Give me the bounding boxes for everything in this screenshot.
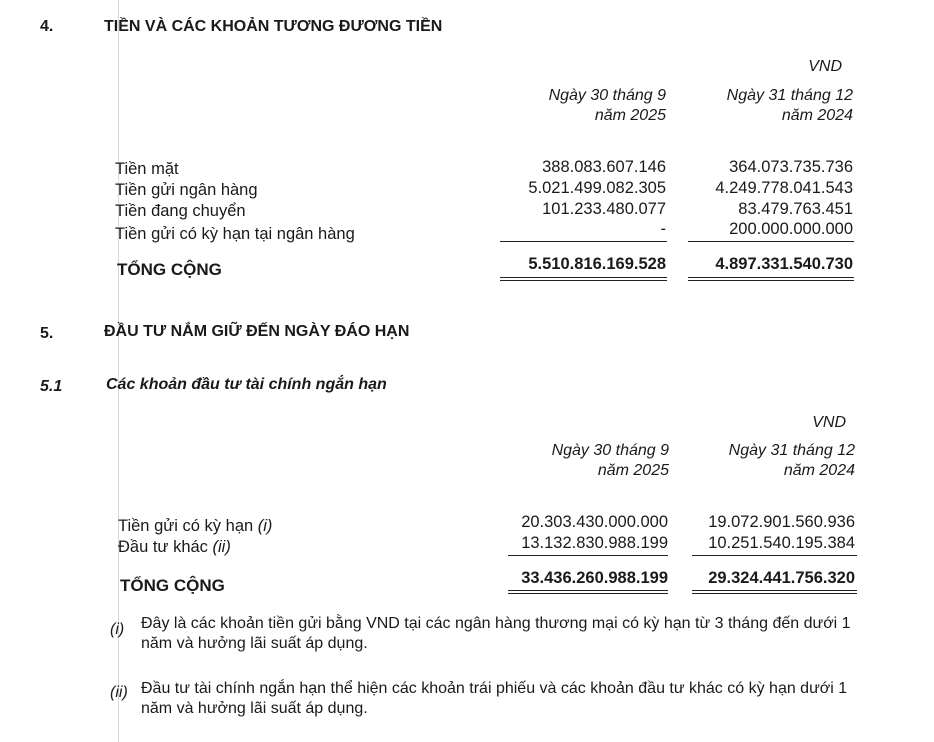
s51-row-note-ref: (i) xyxy=(257,517,273,535)
col2-header-line2: năm 2024 xyxy=(781,107,853,124)
s4-row-label: Tiền gửi có kỳ hạn tại ngân hàng xyxy=(115,225,355,243)
section-5-1-col1-header xyxy=(552,441,669,481)
s4-col2-subtotal-line xyxy=(688,241,854,242)
s51-row-note-ref: (ii) xyxy=(212,538,231,556)
s51-total-v1: 33.436.260.988.199 xyxy=(521,569,668,587)
s4-row-label: Tiền mặt xyxy=(115,160,179,178)
s51-row-v1: 20.303.430.000.000 xyxy=(521,513,668,531)
col2-header-line2: năm 2024 xyxy=(783,462,855,479)
section-4-col2-header xyxy=(727,86,853,126)
s4-total-v1: 5.510.816.169.528 xyxy=(528,255,666,273)
s4-row-v1: 388.083.607.146 xyxy=(542,158,666,176)
section-4-title: TIỀN VÀ CÁC KHOẢN TƯƠNG ĐƯƠNG TIỀN xyxy=(104,18,443,35)
s4-total-v2: 4.897.331.540.730 xyxy=(715,255,853,273)
s4-col1-total-double-line xyxy=(500,277,667,281)
col2-header-line1: Ngày 31 tháng 12 xyxy=(726,87,853,104)
section-4-unit: VND xyxy=(808,58,842,75)
s4-row-label: Tiền gửi ngân hàng xyxy=(115,181,258,199)
s51-row-v2: 10.251.540.195.384 xyxy=(708,534,855,552)
s51-row-label-text: Tiền gửi có kỳ hạn xyxy=(118,517,258,535)
col1-header-line2: năm 2025 xyxy=(597,462,669,479)
s51-row-v1: 13.132.830.988.199 xyxy=(521,534,668,552)
s4-total-label: TỔNG CỘNG xyxy=(117,260,222,279)
s51-row-label xyxy=(118,517,272,536)
s4-row-v2: 4.249.778.041.543 xyxy=(715,179,853,197)
section-5-title: ĐẦU TƯ NẮM GIỮ ĐẾN NGÀY ĐÁO HẠN xyxy=(104,323,410,340)
col1-header-line2: năm 2025 xyxy=(594,107,666,124)
note-ii-mark: (ii) xyxy=(110,684,128,701)
s4-row-v1: - xyxy=(660,220,666,238)
s51-row-label xyxy=(118,538,231,557)
note-i-text: Đây là các khoản tiền gửi bằng VND tại các ngân hàng thương mại có kỳ hạn từ 3 tháng đến dưới 1 năm và hưởng lãi suất áp dụng. xyxy=(141,615,851,652)
section-5-1-title: Các khoản đầu tư tài chính ngắn hạn xyxy=(106,376,387,393)
s51-total-label: TỔNG CỘNG xyxy=(120,576,225,595)
s4-col1-subtotal-line xyxy=(500,241,667,242)
s4-row-label: Tiền đang chuyển xyxy=(115,202,246,220)
section-5-1-col2-header xyxy=(729,441,855,481)
s51-col2-total-double-line xyxy=(692,590,857,594)
section-4-col1-header xyxy=(549,86,666,126)
col1-header-line1: Ngày 30 tháng 9 xyxy=(548,87,666,104)
s51-row-v2: 19.072.901.560.936 xyxy=(708,513,855,531)
s51-col1-subtotal-line xyxy=(508,555,668,556)
s4-row-v2: 200.000.000.000 xyxy=(729,220,853,238)
note-ii-text: Đầu tư tài chính ngắn hạn thể hiện các khoản trái phiếu và các khoản đầu tư khác có kỳ hạn dưới 1 năm và hưởng lãi suất áp dụng. xyxy=(141,680,848,717)
s51-col2-subtotal-line xyxy=(692,555,857,556)
s4-col2-total-double-line xyxy=(688,277,854,281)
section-4-number: 4. xyxy=(40,18,54,35)
s51-col1-total-double-line xyxy=(508,590,668,594)
s51-total-v2: 29.324.441.756.320 xyxy=(708,569,855,587)
note-i-mark: (i) xyxy=(110,621,125,638)
col2-header-line1: Ngày 31 tháng 12 xyxy=(728,442,855,459)
section-5-1-number: 5.1 xyxy=(40,378,63,395)
section-5-number: 5. xyxy=(40,325,54,342)
col1-header-line1: Ngày 30 tháng 9 xyxy=(551,442,669,459)
s4-row-v2: 83.479.763.451 xyxy=(738,200,853,218)
s4-row-v2: 364.073.735.736 xyxy=(729,158,853,176)
s4-row-v1: 5.021.499.082.305 xyxy=(528,179,666,197)
s4-row-v1: 101.233.480.077 xyxy=(542,200,666,218)
section-5-1-unit: VND xyxy=(812,414,846,431)
s51-row-label-text: Đầu tư khác xyxy=(118,538,213,556)
